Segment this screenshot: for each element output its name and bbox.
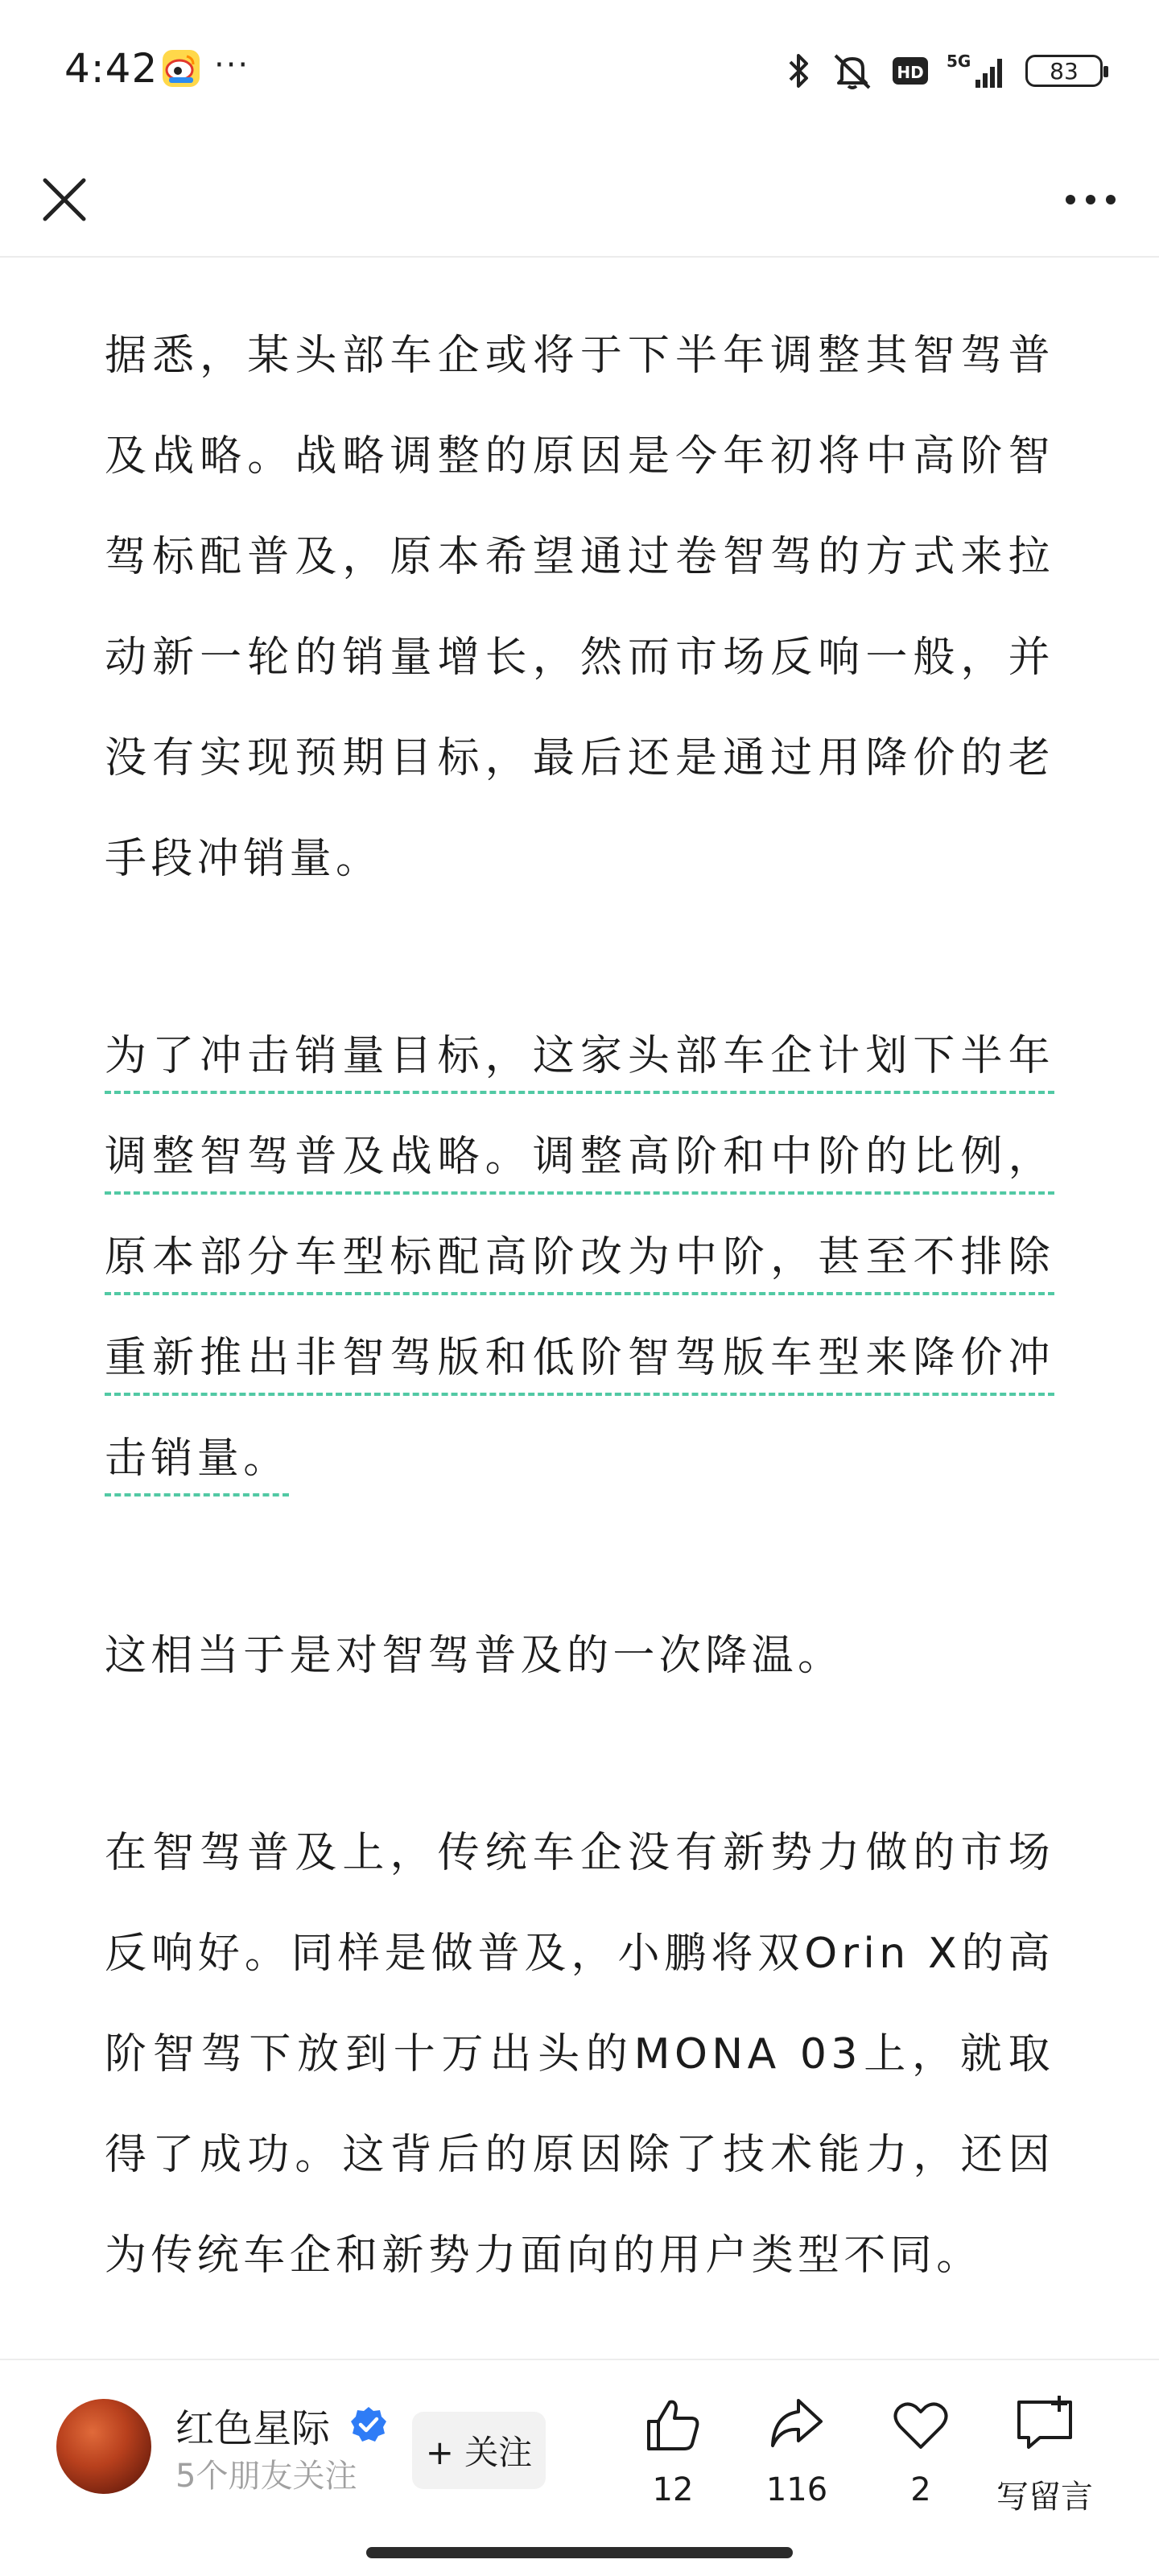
article-paragraph-2: [105, 1006, 1054, 1509]
share-arrow-icon: [765, 2392, 829, 2457]
close-icon[interactable]: [32, 167, 97, 232]
mute-icon: [831, 51, 874, 91]
status-icons: [786, 47, 1103, 95]
like-button[interactable]: [608, 2392, 737, 2508]
status-bar: [0, 0, 1159, 142]
verified-badge-icon: [349, 2405, 388, 2444]
hd-icon: [892, 55, 929, 87]
thumbs-up-icon: [641, 2392, 705, 2457]
favorite-count: 2: [910, 2471, 931, 2508]
write-comment-label: 写留言: [996, 2479, 1093, 2516]
article-paragraph-4: 在智驾普及上，传统车企没有新势力做的市场反响好。同样是做普及，小鹏将双Orin X的高阶智驾下放到十万出头的MONA 03上，就取得了成功。这背后的原因除了技术能力，还因为传统车企和新势力面向的用户类型不同。: [105, 1829, 1054, 2280]
network-label: 5G: [947, 52, 971, 71]
bluetooth-icon: [786, 51, 813, 91]
signal-icon: [947, 51, 1008, 91]
share-count: 116: [765, 2471, 828, 2508]
weibo-icon: [161, 48, 201, 89]
more-icon[interactable]: [1054, 167, 1127, 232]
author-avatar[interactable]: [56, 2399, 151, 2494]
follow-button[interactable]: + 关注: [412, 2412, 546, 2489]
heart-icon: [889, 2392, 953, 2457]
highlighted-text[interactable]: 为了冲击销量目标，这家头部车企计划下半年调整智驾普及战略。调整高阶和中阶的比例，原本部分车型标配高阶改为中阶，甚至不排除重新推出非智驾版和低阶智驾版车型来降价冲击销量。: [105, 1032, 1054, 1483]
bottom-action-bar: [0, 2359, 1159, 2576]
battery-level: 83: [1050, 57, 1079, 85]
comment-plus-icon: [1013, 2392, 1077, 2457]
home-indicator[interactable]: [366, 2547, 793, 2558]
friends-following-text: 5个朋友关注: [175, 2458, 357, 2495]
status-more-indicator: ···: [214, 47, 250, 84]
article-paragraph-1: 据悉，某头部车企或将于下半年调整其智驾普及战略。战略调整的原因是今年初将中高阶智驾标配普及，原本希望通过卷智驾的方式来拉动新一轮的销量增长，然而市场反响一般，并没有实现预期目标，最后还是通过用降价的老手段冲销量。: [105, 332, 1054, 883]
share-button[interactable]: [732, 2392, 861, 2508]
hd-label: HD: [897, 63, 924, 82]
article-body: [105, 306, 1054, 2403]
write-comment-button[interactable]: [980, 2392, 1109, 2517]
battery-icon: [1025, 55, 1103, 87]
author-name[interactable]: 红色星际: [175, 2406, 331, 2451]
article-paragraph-3: 这相当于是对智驾普及的一次降温。: [105, 1632, 844, 1680]
like-count: 12: [652, 2471, 694, 2508]
favorite-button[interactable]: [856, 2392, 985, 2508]
status-time: 4:42: [64, 45, 159, 92]
top-nav: [0, 142, 1159, 258]
